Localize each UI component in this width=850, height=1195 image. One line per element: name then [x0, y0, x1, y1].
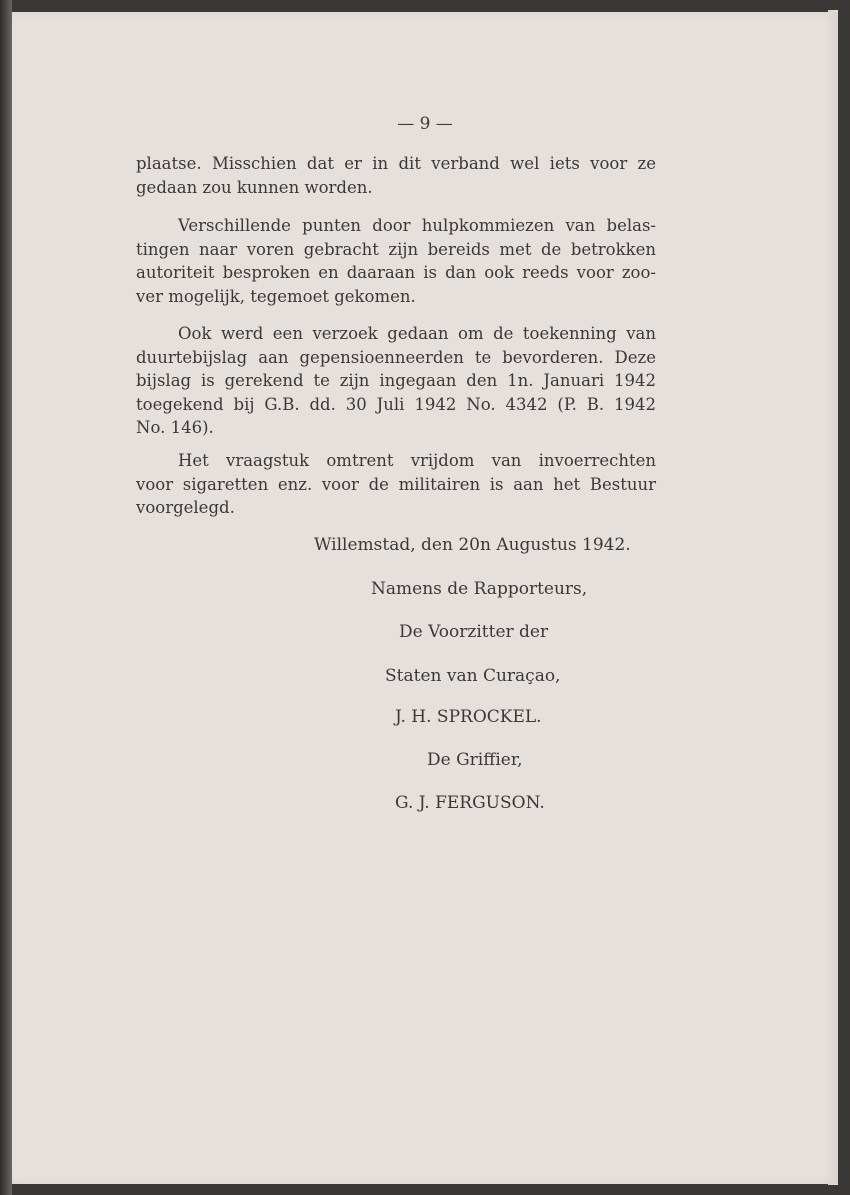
place-date: Willemstad, den 20n Augustus 1942. [314, 535, 631, 555]
chair-body: Staten van Curaçao, [385, 666, 561, 686]
text-line: plaatse. Misschien dat er in dit verband wel iets voor ze [136, 154, 656, 173]
text-line: voorgelegd. [136, 498, 235, 517]
paragraph-4 [136, 449, 656, 520]
text-line: autoriteit besproken en daaraan is dan ook reeds voor zoo- [136, 263, 656, 282]
text-line: tingen naar voren gebracht zijn bereids met de betrokken [136, 239, 656, 259]
clerk-name: G. J. FERGUSON. [395, 793, 545, 813]
on-behalf-line: Namens de Rapporteurs, [371, 579, 588, 599]
text-line: gedaan zou kunnen worden. [136, 177, 373, 197]
scan-top-border [0, 0, 850, 12]
text-line: No. 146). [136, 418, 214, 437]
paragraph-2 [136, 214, 656, 308]
text-line: Ook werd een verzoek gedaan om de toekenning van [178, 324, 656, 343]
text-line: duurtebijslag aan gepensioenneerden te bevorderen. Deze [136, 347, 656, 367]
document-page [12, 12, 838, 1184]
page-number: — 9 — [397, 114, 453, 134]
paragraph-3 [136, 322, 656, 440]
text-line: toegekend bij G.B. dd. 30 Juli 1942 No. 4342 (P. B. 1942 [136, 394, 656, 414]
text-line: voor sigaretten enz. voor de militairen is aan het Bestuur [136, 474, 656, 494]
text-line: Het vraagstuk omtrent vrijdom van invoerrechten [178, 451, 656, 470]
paragraph-1 [136, 152, 656, 199]
clerk-title: De Griffier, [427, 750, 523, 770]
text-line: ver mogelijk, tegemoet gekomen. [136, 286, 416, 306]
text-line: bijslag is gerekend te zijn ingegaan den 1n. Januari 1942 [136, 371, 656, 390]
text-line: Verschillende punten door hulpkommiezen van belas- [178, 216, 656, 235]
chair-title: De Voorzitter der [399, 622, 549, 642]
scan-left-border [0, 0, 12, 1195]
chair-name: J. H. SPROCKEL. [395, 707, 542, 727]
